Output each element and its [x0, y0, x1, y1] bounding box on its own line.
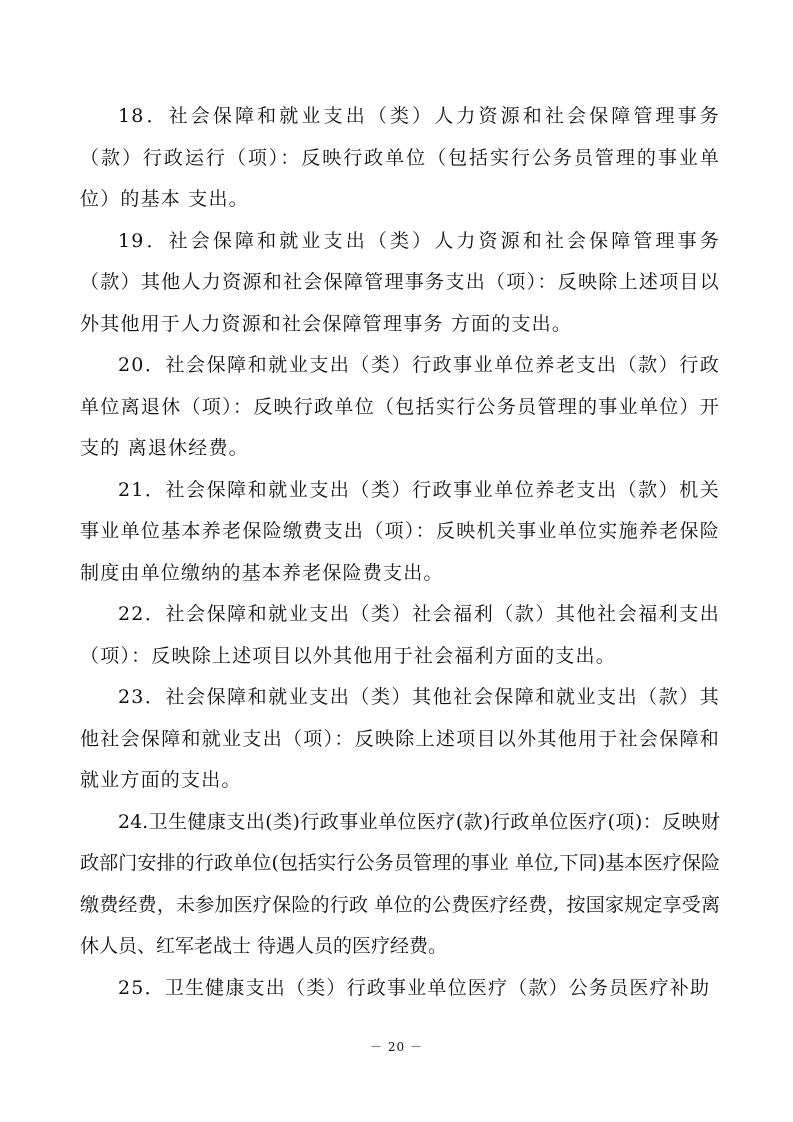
paragraph-22: 22．社会保障和就业支出（类）社会福利（款）其他社会福利支出（项）：反映除上述项目以外其他用于社会福利方面的支出。	[80, 603, 720, 667]
paragraph-21: 21．社会保障和就业支出（类）行政事业单位养老支出（款）机关事业单位基本养老保险缴费支出（项）：反映机关事业单位实施养老保险制度由单位缴纳的基本养老保险费支出。	[80, 478, 720, 584]
paragraph-24: 24.卫生健康支出(类)行政事业单位医疗(款)行政单位医疗(项)：反映财政部门安排的行政单位(包括实行公务员管理的事业 单位,下同)基本医疗保险缴费经费，未参加医疗保险的行政 单位的公费医疗经费，按国家规定享受离休人员、红军老战士 待遇人员的医疗经费。	[80, 810, 720, 957]
body-text	[80, 96, 720, 1009]
paragraph-20: 20．社会保障和就业支出（类）行政事业单位养老支出（款）行政单位离退休（项）：反映行政单位（包括实行公务员管理的事业单位）开支的 离退休经费。	[80, 354, 720, 459]
paragraph-25: 25．卫生健康支出（类）行政事业单位医疗（款）公务员医疗补助	[118, 976, 711, 999]
paragraph-19: 19．社会保障和就业支出（类）人力资源和社会保障管理事务（款）其他人力资源和社会保障管理事务支出（项）：反映除上述项目以外其他用于人力资源和社会保障管理事务 方面的支出。	[80, 229, 720, 335]
paragraph-18: 18．社会保障和就业支出（类）人力资源和社会保障管理事务（款）行政运行（项）：反映行政单位（包括实行公务员管理的事业单位）的基本 支出。	[80, 105, 720, 210]
paragraph-23: 23．社会保障和就业支出（类）其他社会保障和就业支出（款）其他社会保障和就业支出（项）：反映除上述项目以外其他用于社会保障和就业方面的支出。	[80, 686, 720, 791]
page-number: － 20 －	[370, 1040, 423, 1054]
